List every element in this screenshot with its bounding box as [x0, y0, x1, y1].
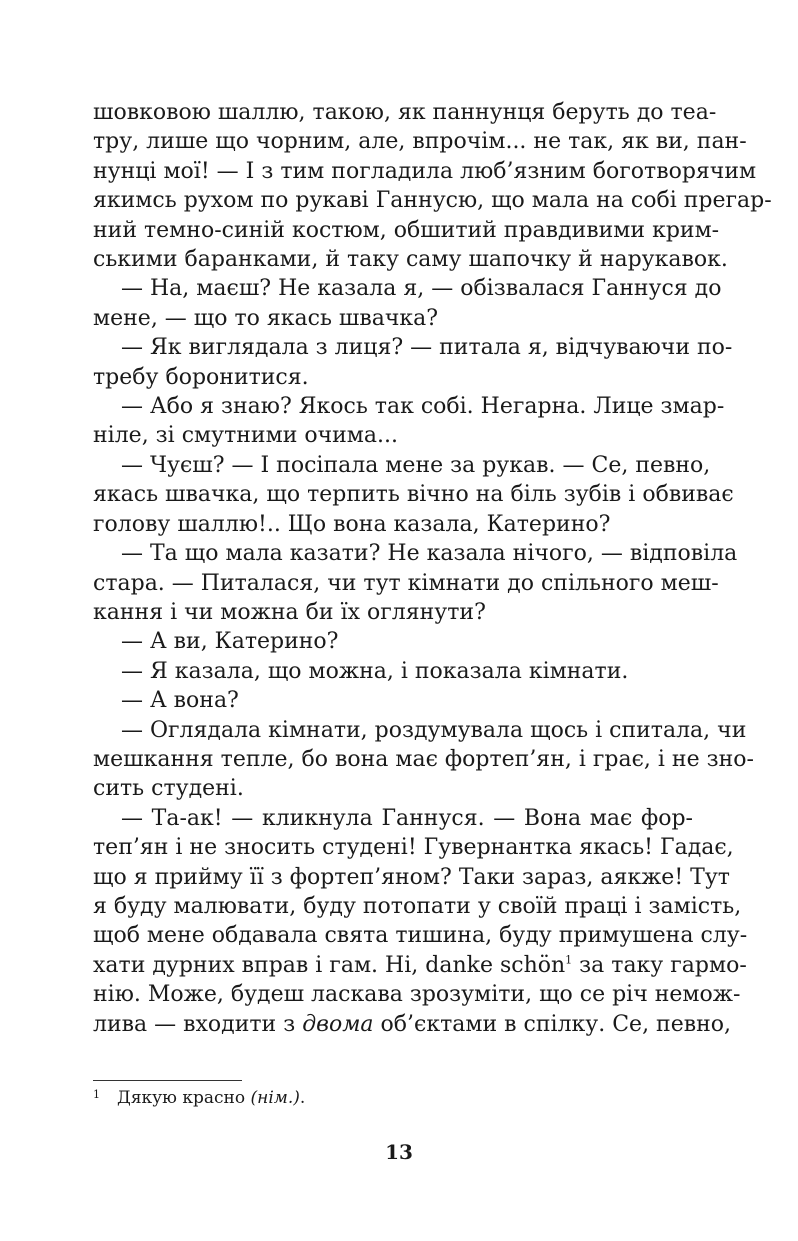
text-line: — Оглядала кімнати, роздумувала щось і спитала, чи [121, 717, 747, 743]
footnote-language-note: (нім.) [250, 1088, 300, 1108]
emphasis-text: двома [302, 1011, 374, 1037]
text-line: нунці мої! — І з тим погладила люб’язним боготворячим [93, 158, 757, 184]
text-line: — Та що мала казати? Не казала нічого, — відповіла [121, 541, 738, 567]
footnote-text: Дякую красно [117, 1088, 251, 1108]
text-line: якась швачка, що терпить вічно на біль зубів і обвиває [93, 482, 734, 508]
text-line: — Та-ак! — кликнула Ганнуся. — Вона має фор- [121, 805, 693, 831]
text-line: тру, лише що чорним, але, впрочім... не так, як ви, пан- [93, 129, 747, 155]
text-line: требу боронитися. [93, 364, 309, 390]
text-line: ний темно-синій костюм, обшитий правдивими крим- [93, 217, 720, 243]
text-segment: за таку гармо- [572, 952, 747, 978]
footnote-reference[interactable]: 1 [565, 953, 573, 967]
text-line: — Або я знаю? Якось так собі. Негарна. Лице змар- [121, 394, 725, 420]
text-line [93, 1010, 732, 1039]
footnote-end: . [299, 1088, 306, 1108]
text-line: щоб мене обдавала свята тишина, буду примушена слу- [93, 923, 748, 949]
text-line: — А ви, Катерино? [121, 629, 339, 655]
text-line: шовковою шаллю, такою, як паннунця беруть до теа- [93, 100, 717, 125]
text-line: — Я казала, що можна, і показала кімнати. [121, 658, 629, 684]
text-line: — А вона? [121, 688, 239, 714]
text-line: якимсь рухом по рукаві Ганнусю, що мала на собі прегар- [93, 188, 772, 214]
page-number: 13 [385, 1140, 413, 1164]
text-line [93, 951, 747, 980]
text-line: я буду малювати, буду потопати у своїй праці і замість, [93, 893, 742, 919]
text-line: сить студені. [93, 776, 244, 802]
text-line: кання і чи можна би їх оглянути? [93, 599, 486, 625]
footnote [93, 1086, 693, 1110]
text-line: теп’ян і не зносить студені! Гувернантка якась! Гадає, [93, 835, 734, 861]
text-segment: об’єктами в спілку. Се, певно, [373, 1011, 732, 1037]
text-line: стара. — Питалася, чи тут кімнати до спільного меш- [93, 570, 719, 596]
text-line: мешкання тепле, бо вона має фортеп’ян, і грає, і не зно- [93, 746, 754, 772]
text-line: нію. Може, будеш ласкава зрозуміти, що се річ немож- [93, 982, 741, 1008]
body-text [93, 98, 772, 1039]
text-line: ськими баранками, й таку саму шапочку й нарукавок. [93, 247, 728, 273]
footnote-divider [93, 1080, 242, 1081]
text-line: голову шаллю!.. Що вона казала, Катерино? [93, 511, 611, 537]
text-line: ніле, зі смутними очима... [93, 423, 399, 449]
text-line: що я прийму її з фортеп’яном? Таки зараз, аякже! Тут [93, 864, 730, 890]
footnote-marker: 1 [93, 1088, 100, 1101]
text-segment: лива — входити з [93, 1011, 303, 1037]
text-line: мене, — що то якась швачка? [93, 305, 439, 331]
text-line: — Як виглядала з лиця? — питала я, відчуваючи по- [121, 335, 733, 361]
text-line: — Чуєш? — І посіпала мене за рукав. — Се, певно, [121, 452, 711, 478]
text-line: — На, маєш? Не казала я, — обізвалася Ганнуся до [121, 276, 722, 302]
text-segment: хати дурних вправ і гам. Ні, danke schön [93, 952, 566, 978]
